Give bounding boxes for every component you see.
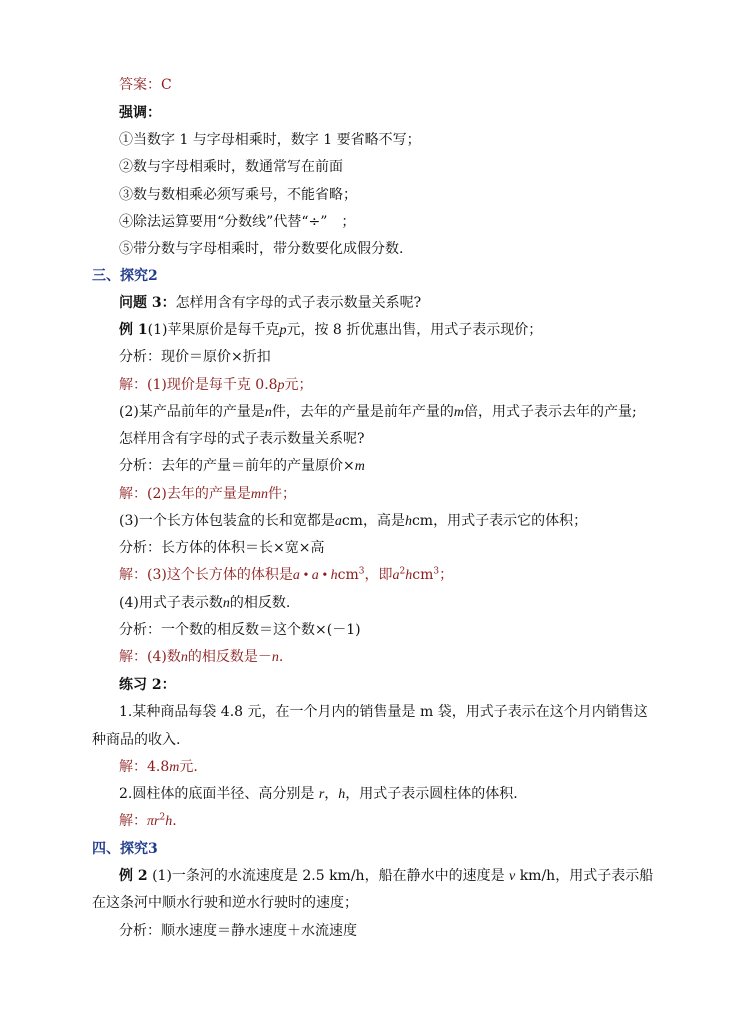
variable: m <box>453 405 464 420</box>
analysis-1: 分析：现价＝原价×折扣 <box>119 349 271 365</box>
rule-4: ④除法运算要用“分数线”代替“÷” ； <box>119 214 356 230</box>
question-3 <box>119 294 421 312</box>
practice-2-solution <box>119 812 177 831</box>
example-text: 倍，用式子表示去年的产量; <box>463 404 637 420</box>
solution-text: 解：(2)去年的产量是 <box>119 486 251 502</box>
example-1-label: 例 1 <box>119 322 148 338</box>
rule-1: ①当数字 1 与字母相乘时，数字 1 要省略不写； <box>119 132 421 148</box>
solution-3: 解：(3)这个长方体的体积是a • a • hcm$^3$，即$a^2hcm^3$； <box>119 566 454 583</box>
example-2-label: 例 2 <box>119 868 148 884</box>
example-text: 的相反数. <box>229 595 291 611</box>
example-2-line-1 <box>119 867 653 886</box>
question-3-text: 怎样用含有字母的式子表示数量关系呢? <box>175 295 422 311</box>
answer-line: 答案：C <box>119 77 172 93</box>
variable: h <box>165 814 173 829</box>
solution-text: 元； <box>284 377 313 393</box>
expression: πr <box>147 814 160 829</box>
solution-text: . <box>172 813 177 829</box>
variable: a <box>334 514 342 529</box>
example-text: 件，去年的产量是前年产量的 <box>271 404 454 420</box>
analysis-5: 分析：顺水速度＝静水速度＋水流速度 <box>119 923 357 939</box>
analysis-2 <box>119 457 365 476</box>
example-text: (4)用式子表示数 <box>119 595 223 611</box>
rule-2: ②数与字母相乘时，数通常写在前面 <box>119 159 343 175</box>
exponent: 2 <box>159 812 166 823</box>
variable: m <box>354 459 365 474</box>
solution-text: 解：(1)现价是每千克 0.8 <box>119 377 278 393</box>
example-text: (2)某产品前年的产量是 <box>119 404 265 420</box>
analysis-3: 分析：长方体的体积＝长×宽×高 <box>119 540 325 556</box>
example-text: cm，高是 <box>341 513 405 529</box>
unit: cm <box>337 567 359 583</box>
variable: h <box>404 514 412 529</box>
solution-text: 元. <box>179 759 198 775</box>
solution-text: 解： <box>119 813 147 829</box>
solution-4 <box>119 648 283 667</box>
solution-1 <box>119 376 313 395</box>
example-1-part-2-line-2: 怎样用含有字母的式子表示数量关系呢? <box>119 431 365 447</box>
example-text: 元，按 8 折优惠出售，用式子表示现价； <box>286 322 543 338</box>
practice-1-line-1: 1.某种商品每袋 4.8 元，在一个月内的销售量是 m 袋，用式子表示在这个月内销售这 <box>119 704 648 720</box>
practice-2-title: 练习 2： <box>119 677 176 693</box>
practice-1-line-2: 种商品的收入. <box>92 732 181 748</box>
example-text: (3)一个长方体包装盒的长和宽都是 <box>119 513 335 529</box>
example-text: (1)苹果原价是每千克 <box>147 322 280 338</box>
example-text: cm，用式子表示它的体积； <box>411 513 588 529</box>
variable: h <box>405 568 413 583</box>
expression: a • a • h <box>292 568 338 583</box>
unit: cm <box>412 567 434 583</box>
rule-3: ③数与数相乘必须写乘号，不能省略； <box>119 187 357 203</box>
example-1-part-3 <box>119 512 587 531</box>
variable: n <box>264 405 272 420</box>
practice-1-solution <box>119 758 198 777</box>
analysis-4: 分析：一个数的相反数＝这个数×(－1) <box>119 622 361 638</box>
question-3-label: 问题 3： <box>119 295 176 311</box>
solution-text: ； <box>439 567 454 583</box>
variable: p <box>277 378 285 393</box>
example-1-part-4 <box>119 594 290 613</box>
solution-text: ，即 <box>364 567 393 583</box>
rule-5: ⑤带分数与字母相乘时，带分数要化成假分数. <box>119 241 404 257</box>
variable: a <box>392 568 400 583</box>
example-text: (1)一条河的水流速度是 2.5 km/h，船在静水中的速度是 <box>152 868 505 884</box>
practice-text: 2.圆柱体的底面半径、高分别是 <box>119 786 315 802</box>
variable: p <box>279 323 287 338</box>
solution-text: 的相反数是－ <box>187 649 272 665</box>
emphasis-title: 强调： <box>119 105 161 121</box>
practice-text: ， <box>324 786 339 802</box>
section-heading-4: 四、探究3 <box>92 841 158 857</box>
practice-2-line <box>119 785 518 804</box>
section-heading-3: 三、探究2 <box>92 268 158 284</box>
practice-text: ，用式子表示圆柱体的体积. <box>345 786 518 802</box>
example-1-part-1 <box>119 321 542 340</box>
variable: n <box>222 596 230 611</box>
analysis-text: 分析：去年的产量＝前年的产量原价× <box>119 458 355 474</box>
solution-text: . <box>278 649 284 665</box>
variable: v <box>509 869 516 884</box>
solution-text: 解：4.8 <box>119 759 170 775</box>
variable: h <box>338 787 346 802</box>
example-text: km/h，用式子表示船 <box>519 868 654 884</box>
variable: mn <box>250 487 268 502</box>
variable: n <box>271 650 279 665</box>
variable: r <box>318 787 325 802</box>
example-1-part-2 <box>119 403 637 422</box>
solution-text: 解：(3)这个长方体的体积是 <box>119 567 293 583</box>
solution-text: 件； <box>267 486 296 502</box>
solution-text: 解：(4)数 <box>119 649 181 665</box>
variable: n <box>180 650 188 665</box>
example-2-line-2: 在这条河中顺水行驶和逆水行驶时的速度； <box>92 895 358 911</box>
solution-2 <box>119 485 296 504</box>
variable: m <box>169 760 180 775</box>
